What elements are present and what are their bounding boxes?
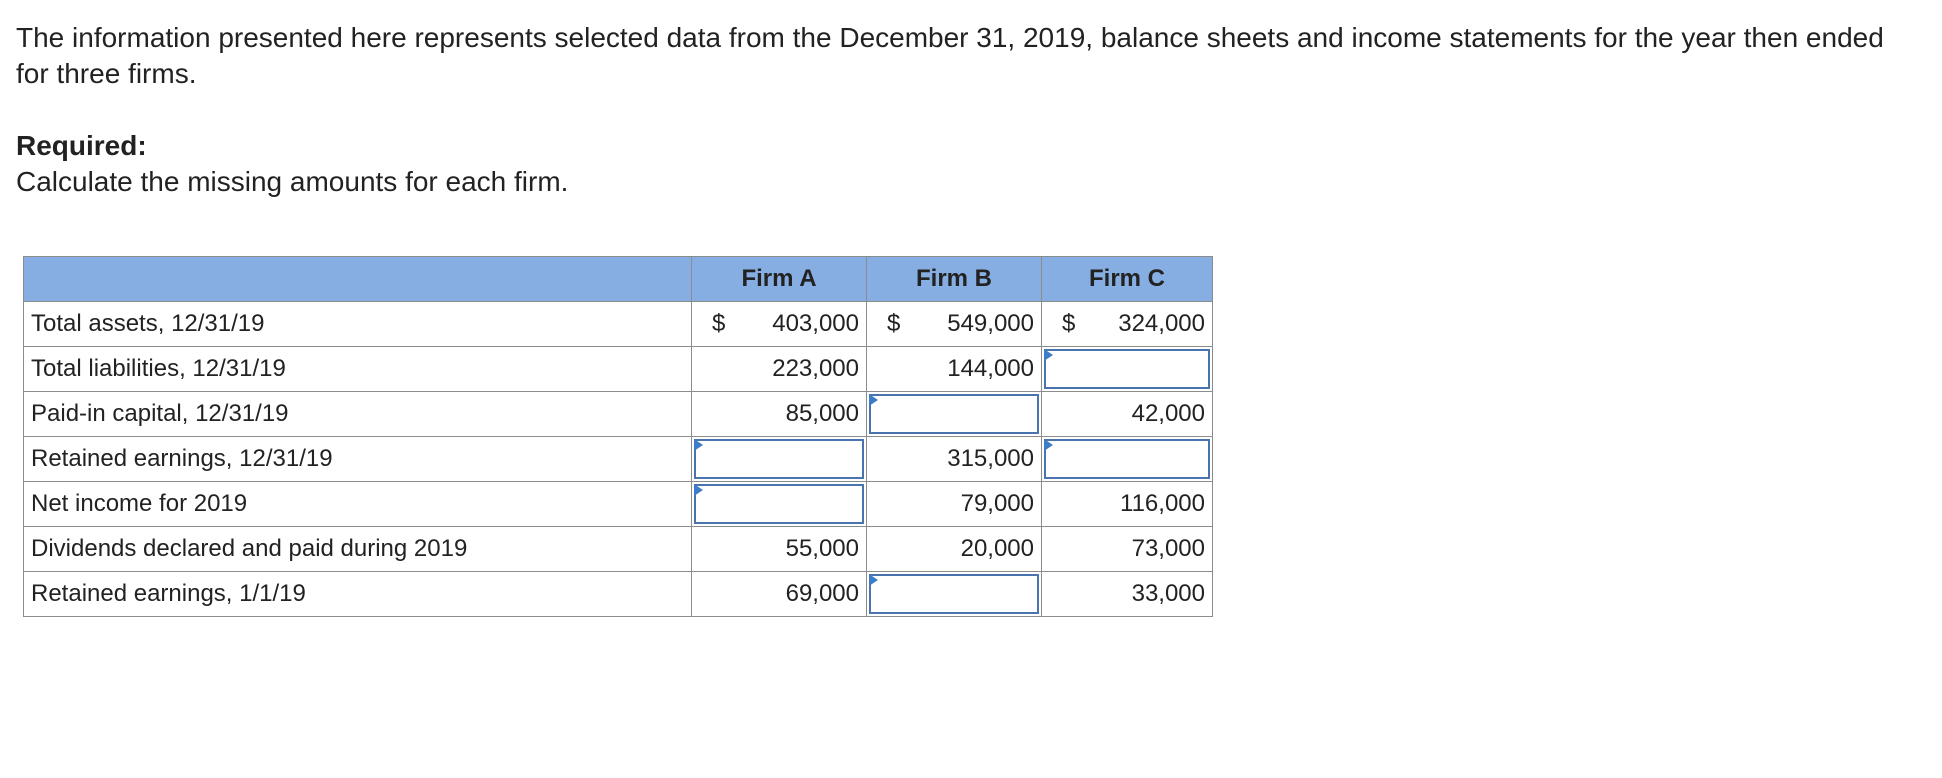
firm-a-dividends: 55,000	[692, 527, 867, 572]
answer-input-box[interactable]	[694, 484, 864, 524]
firm-a-total-assets	[692, 302, 867, 347]
value-text: 403,000	[772, 310, 859, 337]
required-heading: Required:	[16, 130, 147, 161]
firm-a-paid-in-capital: 85,000	[692, 392, 867, 437]
header-firm-b: Firm B	[867, 257, 1042, 302]
header-firm-a: Firm A	[692, 257, 867, 302]
table-row	[24, 482, 1213, 527]
answer-input-box[interactable]	[1044, 439, 1210, 479]
header-firm-c: Firm C	[1042, 257, 1213, 302]
firm-c-total-assets	[1042, 302, 1213, 347]
firm-a-total-liabilities: 223,000	[692, 347, 867, 392]
firm-b-net-income: 79,000	[867, 482, 1042, 527]
firm-c-dividends: 73,000	[1042, 527, 1213, 572]
input-flag-icon	[869, 394, 878, 406]
firm-c-total-liabilities-input[interactable]	[1042, 347, 1213, 392]
dollar-sign: $	[1062, 310, 1076, 337]
row-label-total-assets: Total assets, 12/31/19	[24, 302, 692, 347]
firm-a-retained-earnings-end-input[interactable]	[692, 437, 867, 482]
row-label-net-income: Net income for 2019	[24, 482, 692, 527]
firm-c-net-income: 116,000	[1042, 482, 1213, 527]
header-blank-cell	[24, 257, 692, 302]
firm-c-retained-earnings-end-input[interactable]	[1042, 437, 1213, 482]
table-row	[24, 347, 1213, 392]
dollar-sign: $	[887, 310, 901, 337]
firm-c-paid-in-capital: 42,000	[1042, 392, 1213, 437]
input-flag-icon	[694, 439, 703, 451]
input-flag-icon	[694, 484, 703, 496]
table-row	[24, 527, 1213, 572]
firm-b-paid-in-capital-input[interactable]	[867, 392, 1042, 437]
firm-c-retained-earnings-begin: 33,000	[1042, 572, 1213, 617]
answer-input-box[interactable]	[869, 574, 1039, 614]
table-header-row	[24, 257, 1213, 302]
table-row	[24, 302, 1213, 347]
row-label-paid-in-capital: Paid-in capital, 12/31/19	[24, 392, 692, 437]
firm-b-dividends: 20,000	[867, 527, 1042, 572]
required-text: Calculate the missing amounts for each firm.	[16, 166, 569, 197]
input-flag-icon	[1044, 349, 1053, 361]
answer-input-box[interactable]	[869, 394, 1039, 434]
answer-input-box[interactable]	[1044, 349, 1210, 389]
row-label-retained-earnings-end: Retained earnings, 12/31/19	[24, 437, 692, 482]
input-flag-icon	[1044, 439, 1053, 451]
table-row	[24, 437, 1213, 482]
answer-input-box[interactable]	[694, 439, 864, 479]
firm-a-net-income-input[interactable]	[692, 482, 867, 527]
firm-b-total-assets	[867, 302, 1042, 347]
value-text: 549,000	[947, 310, 1034, 337]
table-row	[24, 392, 1213, 437]
firm-b-total-liabilities: 144,000	[867, 347, 1042, 392]
table-row	[24, 572, 1213, 617]
row-label-dividends: Dividends declared and paid during 2019	[24, 527, 692, 572]
problem-intro: The information presented here represents selected data from the December 31, 2019, balance sheets and income statements for the year then ended for three firms.	[16, 22, 1884, 89]
firm-b-retained-earnings-end: 315,000	[867, 437, 1042, 482]
value-text: 324,000	[1118, 310, 1205, 337]
firm-b-retained-earnings-begin-input[interactable]	[867, 572, 1042, 617]
firm-data-table	[23, 256, 1213, 617]
row-label-retained-earnings-begin: Retained earnings, 1/1/19	[24, 572, 692, 617]
row-label-total-liabilities: Total liabilities, 12/31/19	[24, 347, 692, 392]
input-flag-icon	[869, 574, 878, 586]
dollar-sign: $	[712, 310, 726, 337]
firm-a-retained-earnings-begin: 69,000	[692, 572, 867, 617]
